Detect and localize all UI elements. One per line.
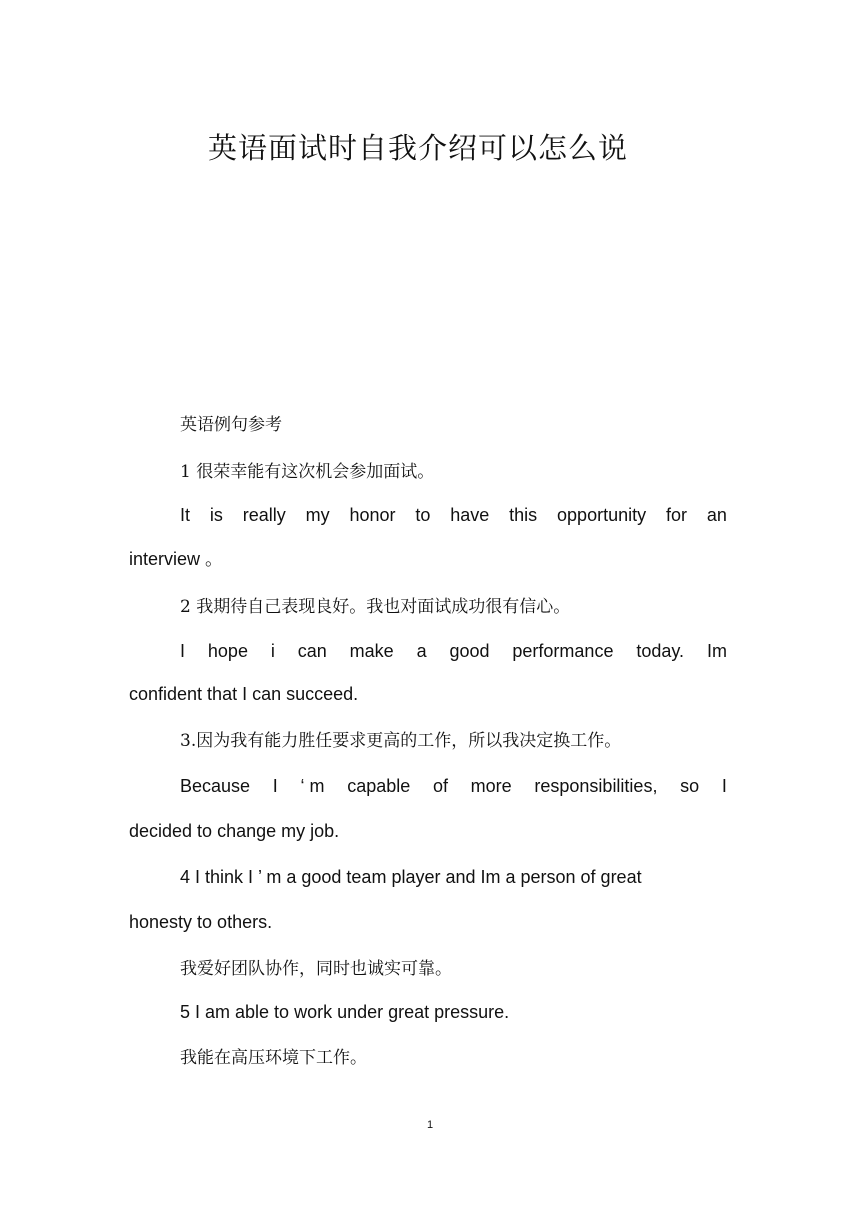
item-2-english-line-1: [180, 639, 727, 663]
word: an: [706, 505, 727, 525]
item-5-english: 5 I am able to work under great pressure.: [180, 1002, 510, 1022]
item-2-english-line-2: confident that I can succeed.: [129, 684, 359, 704]
word: Im: [706, 641, 727, 661]
word: I: [721, 776, 727, 796]
word: today.: [636, 641, 685, 661]
item-1-chinese: 1 很荣幸能有这次机会参加面试。: [180, 462, 435, 482]
word: this: [509, 505, 538, 525]
word: honor: [349, 505, 396, 525]
item-3-chinese: 3.因为我有能力胜任要求更高的工作，所以我决定换工作。: [180, 731, 622, 751]
word: I: [180, 641, 186, 661]
word: make: [349, 641, 394, 661]
item-4-english-line-2: honesty to others.: [129, 912, 273, 932]
word: performance: [512, 641, 614, 661]
item-4-chinese: 我爱好团队协作，同时也诚实可靠。: [180, 959, 452, 979]
word: It: [180, 505, 191, 525]
word: so: [680, 776, 700, 796]
word: responsibilities,: [534, 776, 658, 796]
item-3-english-line-2: decided to change my job.: [129, 821, 340, 841]
word: good: [449, 641, 490, 661]
item-2-chinese: 2 我期待自己表现良好。我也对面试成功很有信心。: [180, 597, 571, 617]
item-3-english-line-1: [180, 774, 727, 798]
word: a: [416, 641, 427, 661]
item-1-english-line-2: interview 。: [129, 549, 224, 569]
word: opportunity: [557, 505, 647, 525]
word: of: [432, 776, 448, 796]
section-heading: 英语例句参考: [180, 415, 282, 435]
word: is: [209, 505, 223, 525]
document-title: 英语面试时自我介绍可以怎么说: [207, 131, 628, 165]
word: more: [470, 776, 512, 796]
word: for: [665, 505, 687, 525]
page-number: 1: [426, 1119, 434, 1131]
word: can: [297, 641, 327, 661]
word: to: [415, 505, 431, 525]
item-1-english-line-1: [180, 503, 727, 527]
word: capable: [347, 776, 411, 796]
word: hope: [207, 641, 248, 661]
item-4-english-line-1: 4 I think I ’ m a good team player and Im a person of great: [180, 867, 642, 887]
word: I: [272, 776, 278, 796]
word: i: [270, 641, 275, 661]
word: ‘ m: [300, 776, 325, 796]
word: have: [450, 505, 490, 525]
word: my: [305, 505, 330, 525]
word: really: [242, 505, 286, 525]
word: Because: [180, 776, 251, 796]
item-5-chinese: 我能在高压环境下工作。: [180, 1048, 367, 1068]
